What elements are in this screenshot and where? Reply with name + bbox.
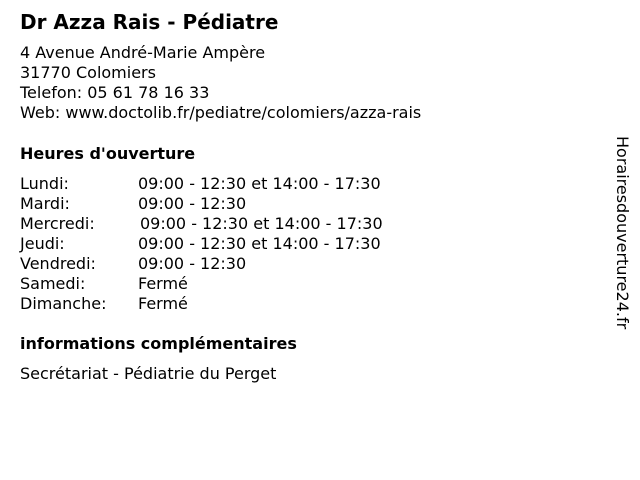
additional-info-text: Secrétariat - Pédiatrie du Perget [20,364,277,383]
day-label: Lundi: [20,174,69,193]
page-title: Dr Azza Rais - Pédiatre [20,10,279,34]
day-hours: 09:00 - 12:30 et 14:00 - 17:30 [138,174,381,193]
site-watermark [612,136,632,344]
day-hours: 09:00 - 12:30 et 14:00 - 17:30 [138,234,381,253]
opening-hours-heading: Heures d'ouverture [20,144,196,163]
day-label: Jeudi: [20,234,65,253]
day-hours: Fermé [138,274,188,293]
address-street: 4 Avenue André-Marie Ampère [20,43,266,62]
day-hours: Fermé [138,294,188,313]
day-hours: 09:00 - 12:30 [138,194,247,213]
website-link[interactable]: Web: www.doctolib.fr/pediatre/colomiers/azza-rais [20,103,422,122]
day-hours: 09:00 - 12:30 [138,254,247,273]
additional-info-heading: informations complémentaires [20,334,297,353]
day-label: Dimanche: [20,294,107,313]
phone-number: Telefon: 05 61 78 16 33 [20,83,210,102]
day-label: Samedi: [20,274,86,293]
contact-block [20,43,421,123]
day-label: Vendredi: [20,254,96,273]
day-label: Mercredi: [20,214,95,233]
address-city: 31770 Colomiers [20,63,156,82]
day-label: Mardi: [20,194,70,213]
watermark-text: Horairesdouverture24.fr [613,136,632,330]
day-hours: 09:00 - 12:30 et 14:00 - 17:30 [140,214,383,233]
